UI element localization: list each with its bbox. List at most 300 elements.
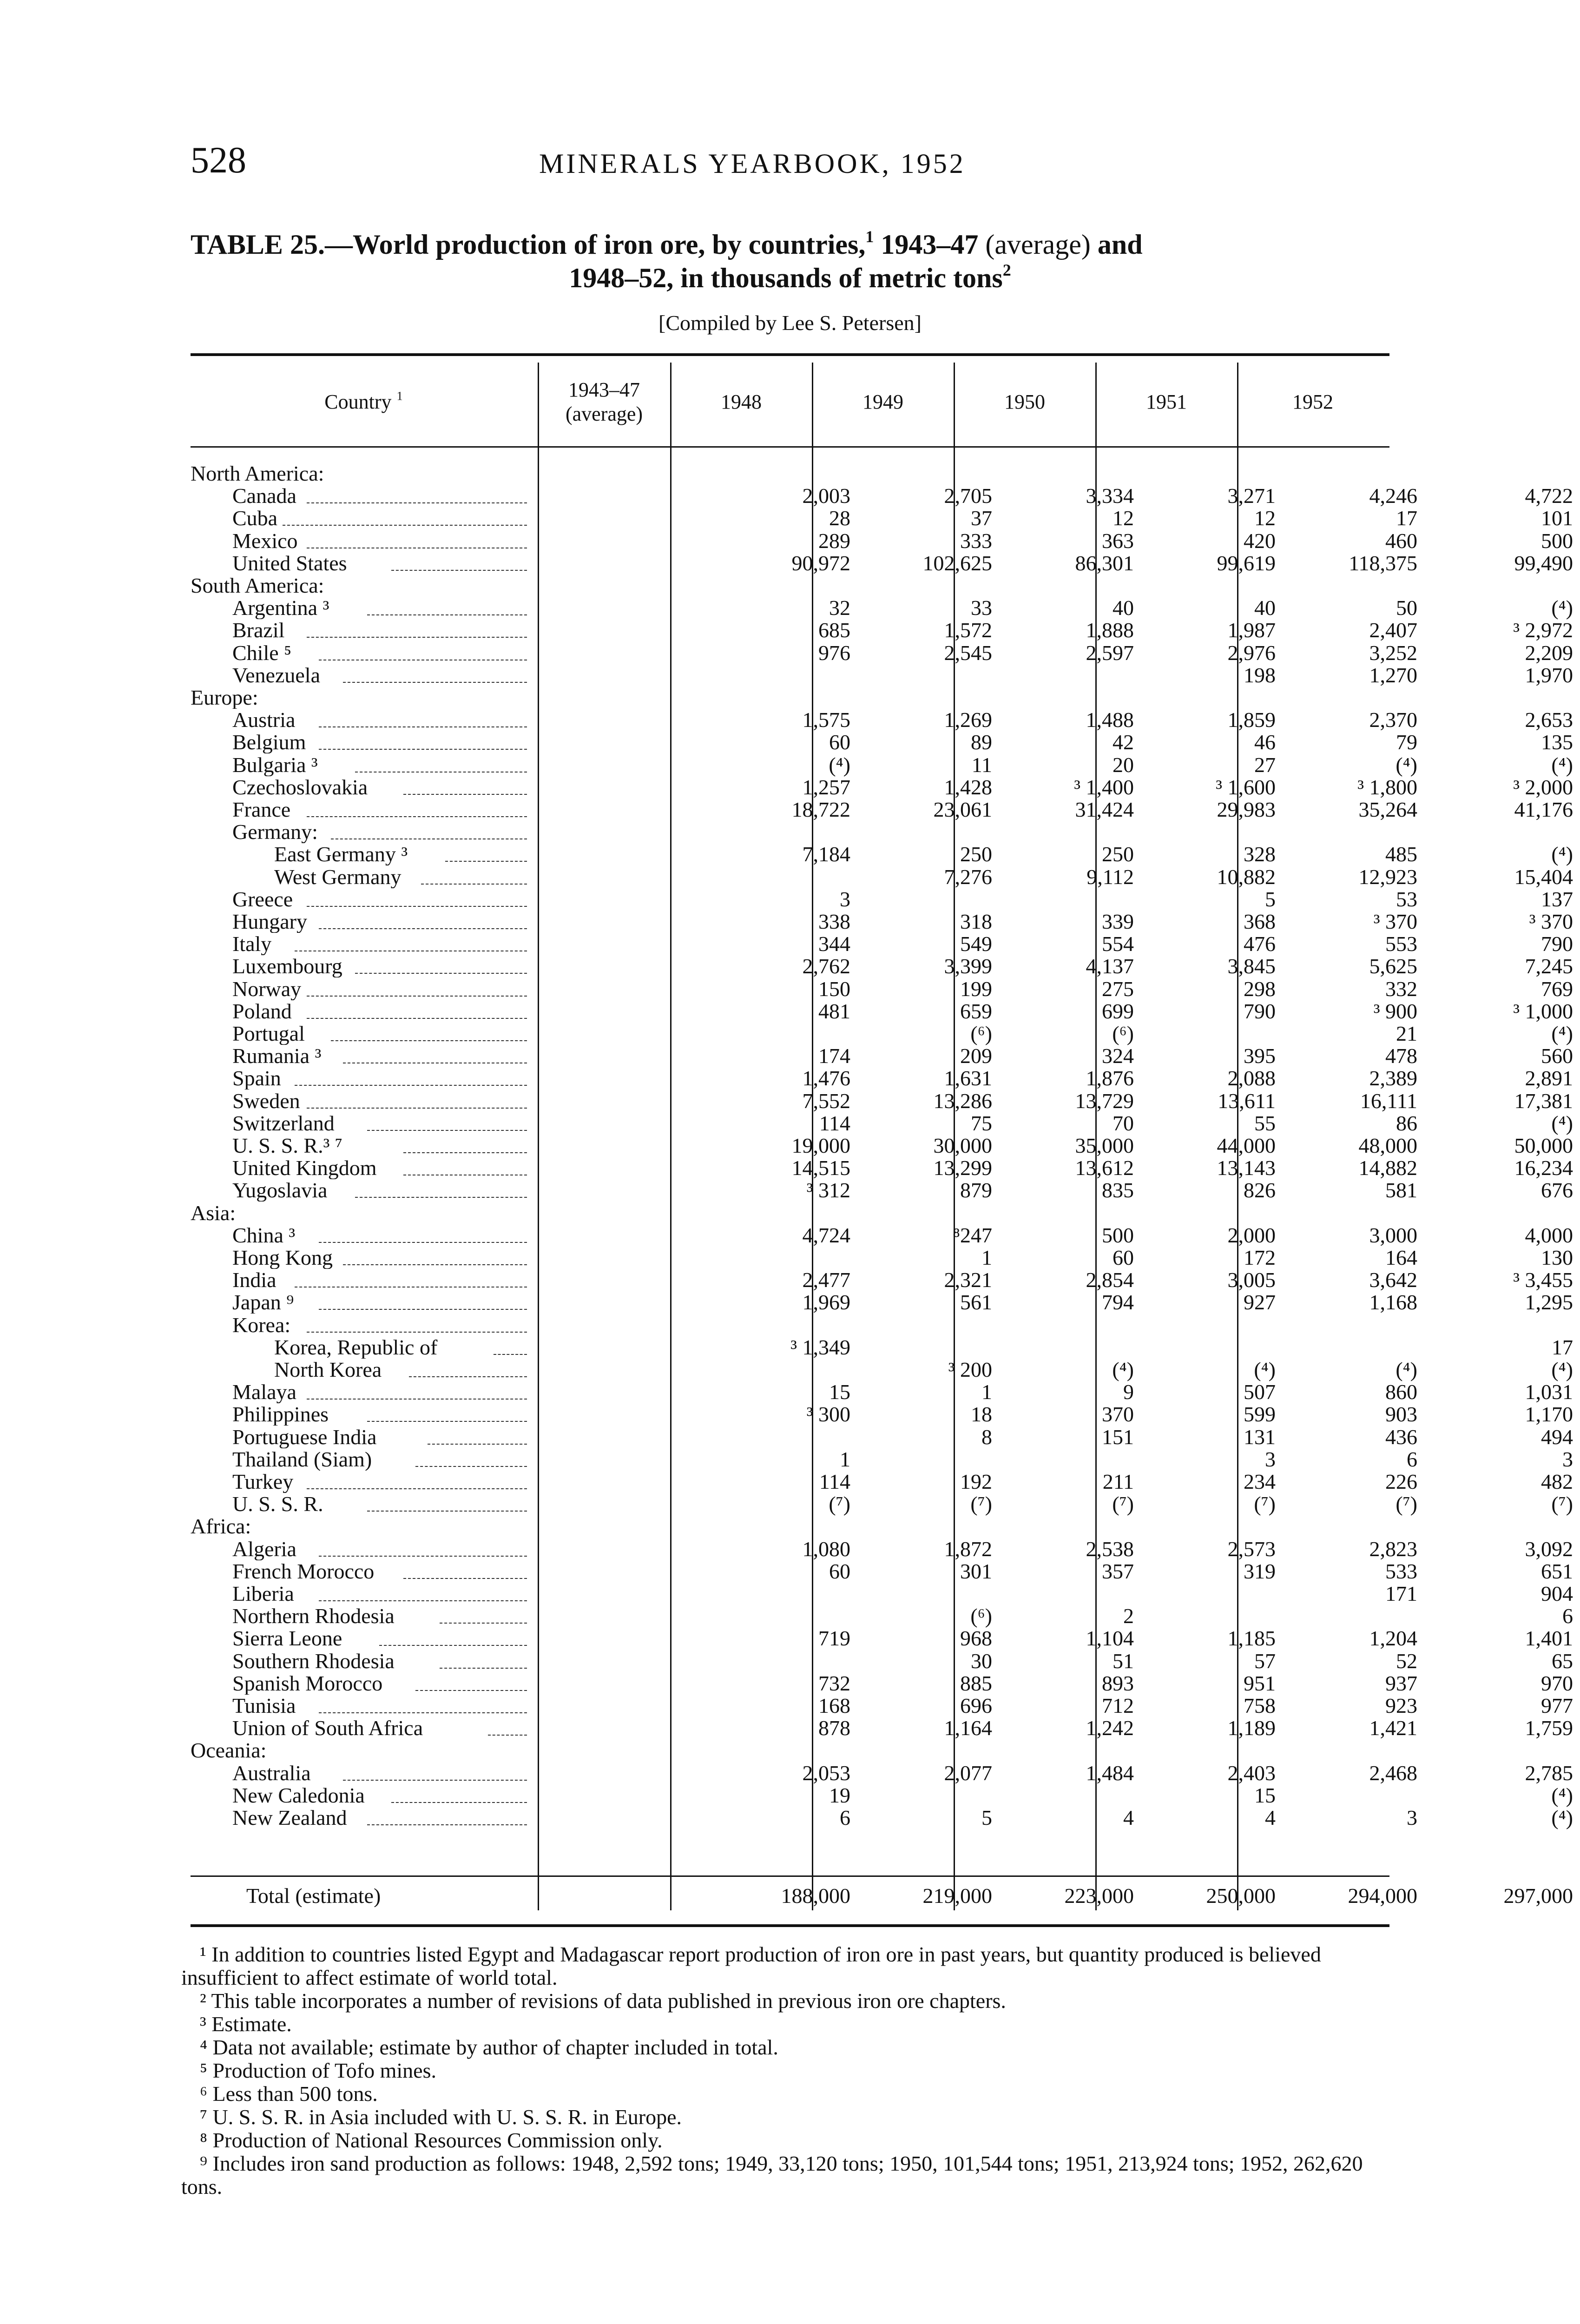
total-value: 188,000: [781, 1884, 850, 1908]
value-cell: 99,490: [1514, 551, 1573, 575]
country-row: [191, 932, 1573, 956]
country-row: [191, 753, 1573, 777]
leader-dots: [319, 1242, 527, 1243]
country-name: Mexico: [232, 529, 298, 552]
leader-dots: [379, 1645, 527, 1646]
value-cell: 338: [818, 910, 850, 933]
value-cell: 171: [1385, 1582, 1417, 1605]
value-cell: (⁶): [970, 1022, 992, 1045]
leader-dots: [440, 1668, 527, 1669]
footnote: ⁶ Less than 500 tons.: [200, 2082, 378, 2106]
country-name: North Korea: [274, 1359, 382, 1381]
total-value: 250,000: [1206, 1884, 1276, 1908]
total-value: 219,000: [922, 1884, 992, 1908]
value-cell: 1,031: [1525, 1380, 1573, 1404]
value-cell: 328: [1244, 842, 1276, 866]
value-cell: 324: [1102, 1044, 1134, 1068]
value-cell: 937: [1385, 1671, 1417, 1695]
value-cell: 1: [840, 1447, 850, 1471]
country-row: [191, 1559, 1573, 1583]
country-row: [191, 1582, 1573, 1605]
leader-dots: [307, 1018, 527, 1019]
leader-dots: [488, 1735, 527, 1736]
value-cell: 16,111: [1360, 1089, 1417, 1113]
value-cell: 1,970: [1525, 663, 1573, 687]
value-cell: 794: [1102, 1290, 1134, 1314]
value-cell: 70: [1113, 1111, 1134, 1135]
country-row: [191, 1380, 1573, 1404]
value-cell: 1,484: [1086, 1761, 1134, 1785]
value-cell: 719: [818, 1626, 850, 1651]
value-cell: 2,823: [1369, 1537, 1417, 1561]
value-cell: 3,092: [1525, 1537, 1573, 1561]
value-cell: 12: [1254, 506, 1276, 530]
value-cell: 164: [1385, 1246, 1417, 1269]
value-cell: 301: [960, 1559, 992, 1583]
country-name: Venezuela: [232, 664, 320, 687]
leader-dots: [343, 1780, 527, 1781]
value-cell: 951: [1244, 1671, 1276, 1695]
value-cell: 769: [1541, 977, 1573, 1001]
value-cell: 137: [1541, 887, 1573, 911]
leader-dots: [331, 838, 527, 839]
country-name: Philippines: [232, 1403, 329, 1426]
leader-dots: [403, 1152, 527, 1153]
value-cell: 15: [1254, 1783, 1276, 1807]
country-name: Liberia: [232, 1583, 294, 1605]
value-cell: 2,785: [1525, 1761, 1573, 1785]
value-cell: 879: [960, 1178, 992, 1202]
value-cell: (⁴): [1396, 1358, 1417, 1381]
header-rule: [191, 446, 1389, 448]
caption-line1: World production of iron ore, by countries,: [352, 229, 866, 260]
value-cell: 1,257: [802, 775, 850, 799]
country-name: Canada: [232, 485, 296, 508]
value-cell: 135: [1541, 730, 1573, 754]
value-cell: 478: [1385, 1044, 1417, 1068]
value-cell: 250: [960, 842, 992, 866]
value-cell: ³ 1,800: [1357, 775, 1417, 799]
country-row: [191, 618, 1573, 642]
value-cell: 7,245: [1525, 954, 1573, 978]
value-cell: 174: [818, 1044, 850, 1068]
value-cell: ³ 370: [1529, 910, 1573, 933]
leader-dots: [355, 1197, 527, 1198]
value-cell: 976: [818, 640, 850, 665]
value-cell: 494: [1541, 1425, 1573, 1449]
value-cell: 53: [1396, 887, 1417, 911]
value-cell: 3,252: [1369, 640, 1417, 665]
value-cell: 192: [960, 1470, 992, 1493]
country-row: [191, 1358, 1573, 1381]
value-cell: 37: [971, 506, 992, 530]
value-cell: 1,888: [1086, 618, 1134, 642]
value-cell: 21: [1396, 1022, 1417, 1045]
value-cell: (⁷): [1112, 1492, 1134, 1516]
value-cell: 50: [1396, 596, 1417, 620]
country-name: United Kingdom: [232, 1157, 377, 1180]
value-cell: 363: [1102, 528, 1134, 553]
value-cell: 3,845: [1227, 954, 1276, 978]
leader-dots: [367, 1511, 527, 1512]
country-row: [191, 551, 1573, 575]
country-name: Switzerland: [232, 1112, 335, 1135]
country-row: [191, 954, 1573, 978]
leader-dots: [494, 1354, 527, 1355]
value-cell: (⁴): [1396, 753, 1417, 777]
value-cell: 4,000: [1525, 1223, 1573, 1247]
value-cell: 6: [1407, 1447, 1417, 1471]
value-cell: 250: [1102, 842, 1134, 866]
value-cell: 1,242: [1086, 1716, 1134, 1740]
value-cell: 1,987: [1227, 618, 1276, 642]
value-cell: 7,184: [802, 842, 850, 866]
value-cell: 790: [1541, 932, 1573, 956]
leader-dots: [319, 726, 527, 727]
value-cell: ³ 3,455: [1513, 1268, 1573, 1292]
value-cell: (⁷): [970, 1492, 992, 1516]
caption-average: (average): [978, 229, 1098, 260]
col-header-country: Country $^1$: [324, 389, 403, 413]
value-cell: 12,923: [1358, 865, 1417, 889]
value-cell: 199: [960, 977, 992, 1001]
country-row: [191, 977, 1573, 1001]
value-cell: 31,424: [1075, 798, 1134, 821]
value-cell: 32: [829, 596, 850, 620]
value-cell: 699: [1102, 999, 1134, 1023]
caption-sup1: 1: [865, 227, 874, 246]
country-name: Czechoslovakia: [232, 776, 368, 799]
value-cell: 130: [1541, 1246, 1573, 1269]
country-row: [191, 887, 1573, 911]
country-name: Yugoslavia: [232, 1179, 328, 1202]
value-cell: 86,301: [1075, 551, 1134, 575]
value-cell: 1,859: [1227, 708, 1276, 732]
value-cell: 549: [960, 932, 992, 956]
value-cell: 1,401: [1525, 1626, 1573, 1651]
value-cell: 2,053: [802, 1761, 850, 1785]
country-name: Argentina ³: [232, 597, 329, 620]
leader-dots: [319, 1712, 527, 1713]
value-cell: (⁴): [1551, 1022, 1573, 1045]
country-name: Sierra Leone: [232, 1627, 342, 1650]
footnote: ⁸ Production of National Resources Commission only.: [200, 2128, 663, 2152]
country-row: [191, 1066, 1573, 1090]
value-cell: 2,370: [1369, 708, 1417, 732]
value-cell: 1,104: [1086, 1626, 1134, 1651]
country-row: [191, 1604, 1573, 1628]
country-name: Australia: [232, 1762, 311, 1784]
value-cell: 436: [1385, 1425, 1417, 1449]
value-cell: (⁷): [1551, 1492, 1573, 1516]
value-cell: 1,488: [1086, 708, 1134, 732]
leader-dots: [391, 1802, 527, 1803]
value-cell: 968: [960, 1626, 992, 1651]
value-cell: 878: [818, 1716, 850, 1740]
leader-dots: [440, 1623, 527, 1624]
value-cell: 339: [1102, 910, 1134, 933]
country-row: [191, 821, 1389, 843]
country-row: [191, 1223, 1573, 1247]
value-cell: 3,271: [1227, 484, 1276, 508]
value-cell: 3,334: [1086, 484, 1134, 508]
country-name: East Germany ³: [274, 843, 408, 866]
leader-dots: [403, 1578, 527, 1579]
value-cell: 3,005: [1227, 1268, 1276, 1292]
country-row: [191, 1671, 1573, 1695]
value-cell: 298: [1244, 977, 1276, 1001]
country-row: [191, 1783, 1573, 1807]
value-cell: 55: [1254, 1111, 1276, 1135]
country-name: Hong Kong: [232, 1247, 333, 1269]
leader-dots: [367, 1824, 527, 1825]
country-name: Southern Rhodesia: [232, 1650, 395, 1672]
value-cell: 150: [818, 977, 850, 1001]
value-cell: 581: [1385, 1178, 1417, 1202]
value-cell: (⁴): [1551, 1783, 1573, 1807]
caption-sup2: 2: [1002, 260, 1011, 279]
value-cell: 16,234: [1514, 1156, 1573, 1180]
value-cell: 651: [1541, 1559, 1573, 1583]
value-cell: 500: [1102, 1223, 1134, 1247]
region-row: [191, 1739, 1389, 1762]
caption-prefix: TABLE 25.—: [191, 229, 353, 260]
value-cell: 835: [1102, 1178, 1134, 1202]
value-cell: 507: [1244, 1380, 1276, 1404]
col-header-1948: 1948: [721, 390, 762, 413]
region-row: [191, 687, 1389, 709]
value-cell: 2,653: [1525, 708, 1573, 732]
value-cell: 370: [1102, 1402, 1134, 1426]
value-cell: 826: [1244, 1178, 1276, 1202]
country-name: New Caledonia: [232, 1784, 365, 1807]
value-cell: 30: [971, 1649, 992, 1673]
value-cell: 8: [981, 1425, 992, 1449]
value-cell: ³ 1,400: [1074, 775, 1134, 799]
value-cell: 659: [960, 999, 992, 1023]
country-name: Poland: [232, 1000, 292, 1023]
leader-dots: [307, 1332, 527, 1333]
country-name: Bulgaria ³: [232, 753, 318, 776]
total-row: [191, 1884, 1573, 1908]
value-cell: 332: [1385, 977, 1417, 1001]
col-header-1952: 1952: [1292, 390, 1333, 413]
value-cell: 2,762: [802, 954, 850, 978]
value-cell: 27: [1254, 753, 1276, 777]
value-cell: 553: [1385, 932, 1417, 956]
country-name: Japan ⁹: [232, 1291, 294, 1314]
country-row: [191, 1492, 1573, 1516]
country-row: [191, 865, 1573, 889]
value-cell: ³ 2,972: [1513, 618, 1573, 642]
leader-dots: [403, 794, 527, 795]
country-name: United States: [232, 552, 347, 574]
country-name: Africa:: [191, 1515, 251, 1538]
value-cell: 1: [981, 1246, 992, 1269]
country-name: Germany:: [232, 821, 318, 844]
value-cell: (⁴): [1112, 1358, 1134, 1381]
value-cell: 40: [1254, 596, 1276, 620]
value-cell: 172: [1244, 1246, 1276, 1269]
country-name: Italy: [232, 933, 272, 956]
country-row: [191, 1022, 1573, 1045]
value-cell: 676: [1541, 1178, 1573, 1202]
value-cell: 1: [981, 1380, 992, 1404]
col-header-1943-47: 1943–47 (average): [565, 378, 643, 425]
value-cell: 2,077: [944, 1761, 992, 1785]
value-cell: (⁶): [1112, 1022, 1134, 1045]
value-cell: 3,000: [1369, 1223, 1417, 1247]
country-name: India: [232, 1269, 276, 1292]
value-cell: 1,876: [1086, 1066, 1134, 1090]
value-cell: 13,612: [1075, 1156, 1134, 1180]
country-name: Greece: [232, 888, 293, 911]
value-cell: 927: [1244, 1290, 1276, 1314]
country-row: [191, 1402, 1573, 1426]
total-value: 294,000: [1348, 1884, 1417, 1908]
value-cell: 46: [1254, 730, 1276, 754]
value-cell: 790: [1244, 999, 1276, 1023]
footnote: ² This table incorporates a number of revisions of data published in previous iron ore chapters.: [200, 1989, 1006, 2013]
value-cell: 19: [829, 1783, 850, 1807]
value-cell: 2,403: [1227, 1761, 1276, 1785]
value-cell: 99,619: [1217, 551, 1276, 575]
country-row: [191, 1044, 1573, 1068]
value-cell: 17,381: [1514, 1089, 1573, 1113]
value-cell: 2,891: [1525, 1066, 1573, 1090]
country-row: [191, 842, 1573, 866]
country-name: U. S. S. R.: [232, 1493, 323, 1516]
leader-dots: [391, 570, 527, 571]
country-row: [191, 1470, 1573, 1493]
value-cell: 1,476: [802, 1066, 850, 1090]
value-cell: 5,625: [1369, 954, 1417, 978]
value-cell: 151: [1102, 1425, 1134, 1449]
country-name: Portuguese India: [232, 1426, 377, 1448]
value-cell: 357: [1102, 1559, 1134, 1583]
value-cell: 12: [1113, 506, 1134, 530]
value-cell: 114: [819, 1470, 850, 1493]
value-cell: 3: [1265, 1447, 1276, 1471]
country-row: [191, 1694, 1573, 1717]
country-name: Cuba: [232, 507, 278, 530]
value-cell: 6: [1562, 1604, 1573, 1628]
value-cell: 4,246: [1369, 484, 1417, 508]
value-cell: 2,000: [1227, 1223, 1276, 1247]
value-cell: 44,000: [1217, 1134, 1276, 1157]
value-cell: (⁴): [1551, 1806, 1573, 1829]
leader-dots: [415, 1690, 527, 1691]
total-value: 297,000: [1503, 1884, 1573, 1908]
country-name: French Morocco: [232, 1560, 375, 1583]
value-cell: 368: [1244, 910, 1276, 933]
value-cell: (⁷): [1396, 1492, 1417, 1516]
value-cell: 10,882: [1217, 865, 1276, 889]
value-cell: 476: [1244, 932, 1276, 956]
leader-dots: [415, 1466, 527, 1467]
value-cell: 86: [1396, 1111, 1417, 1135]
country-name: Tunisia: [232, 1695, 296, 1717]
value-cell: ³ 300: [806, 1402, 850, 1426]
region-row: [191, 462, 1389, 485]
value-cell: 35,264: [1358, 798, 1417, 821]
leader-dots: [319, 1309, 527, 1310]
value-cell: 1,164: [944, 1716, 992, 1740]
total-rule: [191, 1875, 1389, 1877]
value-cell: 15: [829, 1380, 850, 1404]
value-cell: 1,168: [1369, 1290, 1417, 1314]
footnote: ¹ In addition to countries listed Egypt and Madagascar report production of iron ore in past years, but quantity produced is believed insufficient to affect estimate of world total.: [181, 1942, 1321, 1989]
country-row: [191, 1268, 1573, 1292]
value-cell: 289: [818, 528, 850, 553]
value-cell: 11: [971, 753, 992, 777]
value-cell: 3: [1407, 1806, 1417, 1829]
country-name: Northern Rhodesia: [232, 1605, 395, 1628]
value-cell: 893: [1102, 1671, 1134, 1695]
leader-dots: [307, 637, 527, 638]
table-bottom-rule: [191, 1924, 1389, 1927]
value-cell: 89: [971, 730, 992, 754]
value-cell: 1,575: [802, 708, 850, 732]
value-cell: 41,176: [1514, 798, 1573, 821]
value-cell: 2,321: [944, 1268, 992, 1292]
country-row: [191, 1314, 1389, 1336]
value-cell: 977: [1541, 1694, 1573, 1717]
value-cell: 1,631: [944, 1066, 992, 1090]
total-label: Total (estimate): [246, 1885, 381, 1907]
value-cell: 30,000: [933, 1134, 992, 1157]
value-cell: ³ 900: [1373, 999, 1417, 1023]
leader-dots: [343, 682, 527, 683]
value-cell: 35,000: [1075, 1134, 1134, 1157]
country-row: [191, 1425, 1573, 1449]
country-name: Thailand (Siam): [232, 1448, 372, 1471]
country-row: [191, 1335, 1573, 1359]
value-cell: 48,000: [1358, 1134, 1417, 1157]
value-cell: 599: [1244, 1402, 1276, 1426]
leader-dots: [421, 884, 527, 885]
footnote: ⁷ U. S. S. R. in Asia included with U. S. S. R. in Europe.: [200, 2105, 682, 2129]
country-name: China ³: [232, 1224, 296, 1247]
country-row: [191, 1089, 1573, 1113]
value-cell: ³ 200: [948, 1358, 992, 1381]
value-cell: 102,625: [922, 551, 992, 575]
country-row: [191, 640, 1573, 665]
value-cell: 561: [960, 1290, 992, 1314]
value-cell: 14,515: [791, 1156, 850, 1180]
leader-dots: [307, 1108, 527, 1109]
value-cell: 65: [1552, 1649, 1573, 1673]
footnotes: [181, 1943, 1389, 2199]
value-cell: 118,375: [1349, 551, 1417, 575]
country-name: Sweden: [232, 1089, 300, 1112]
value-cell: 14,882: [1358, 1156, 1417, 1180]
value-cell: 685: [818, 618, 850, 642]
value-cell: 60: [829, 1559, 850, 1583]
value-cell: 275: [1102, 977, 1134, 1001]
value-cell: 481: [818, 999, 850, 1023]
country-name: Spanish Morocco: [232, 1672, 383, 1695]
value-cell: 29,983: [1217, 798, 1276, 821]
country-name: Algeria: [232, 1538, 296, 1560]
leader-dots: [307, 816, 527, 817]
table-top-rule: [191, 353, 1389, 356]
value-cell: 3: [1562, 1447, 1573, 1471]
value-cell: 1,270: [1369, 663, 1417, 687]
value-cell: 226: [1385, 1470, 1417, 1493]
value-cell: 40: [1113, 596, 1134, 620]
value-cell: 500: [1541, 528, 1573, 553]
